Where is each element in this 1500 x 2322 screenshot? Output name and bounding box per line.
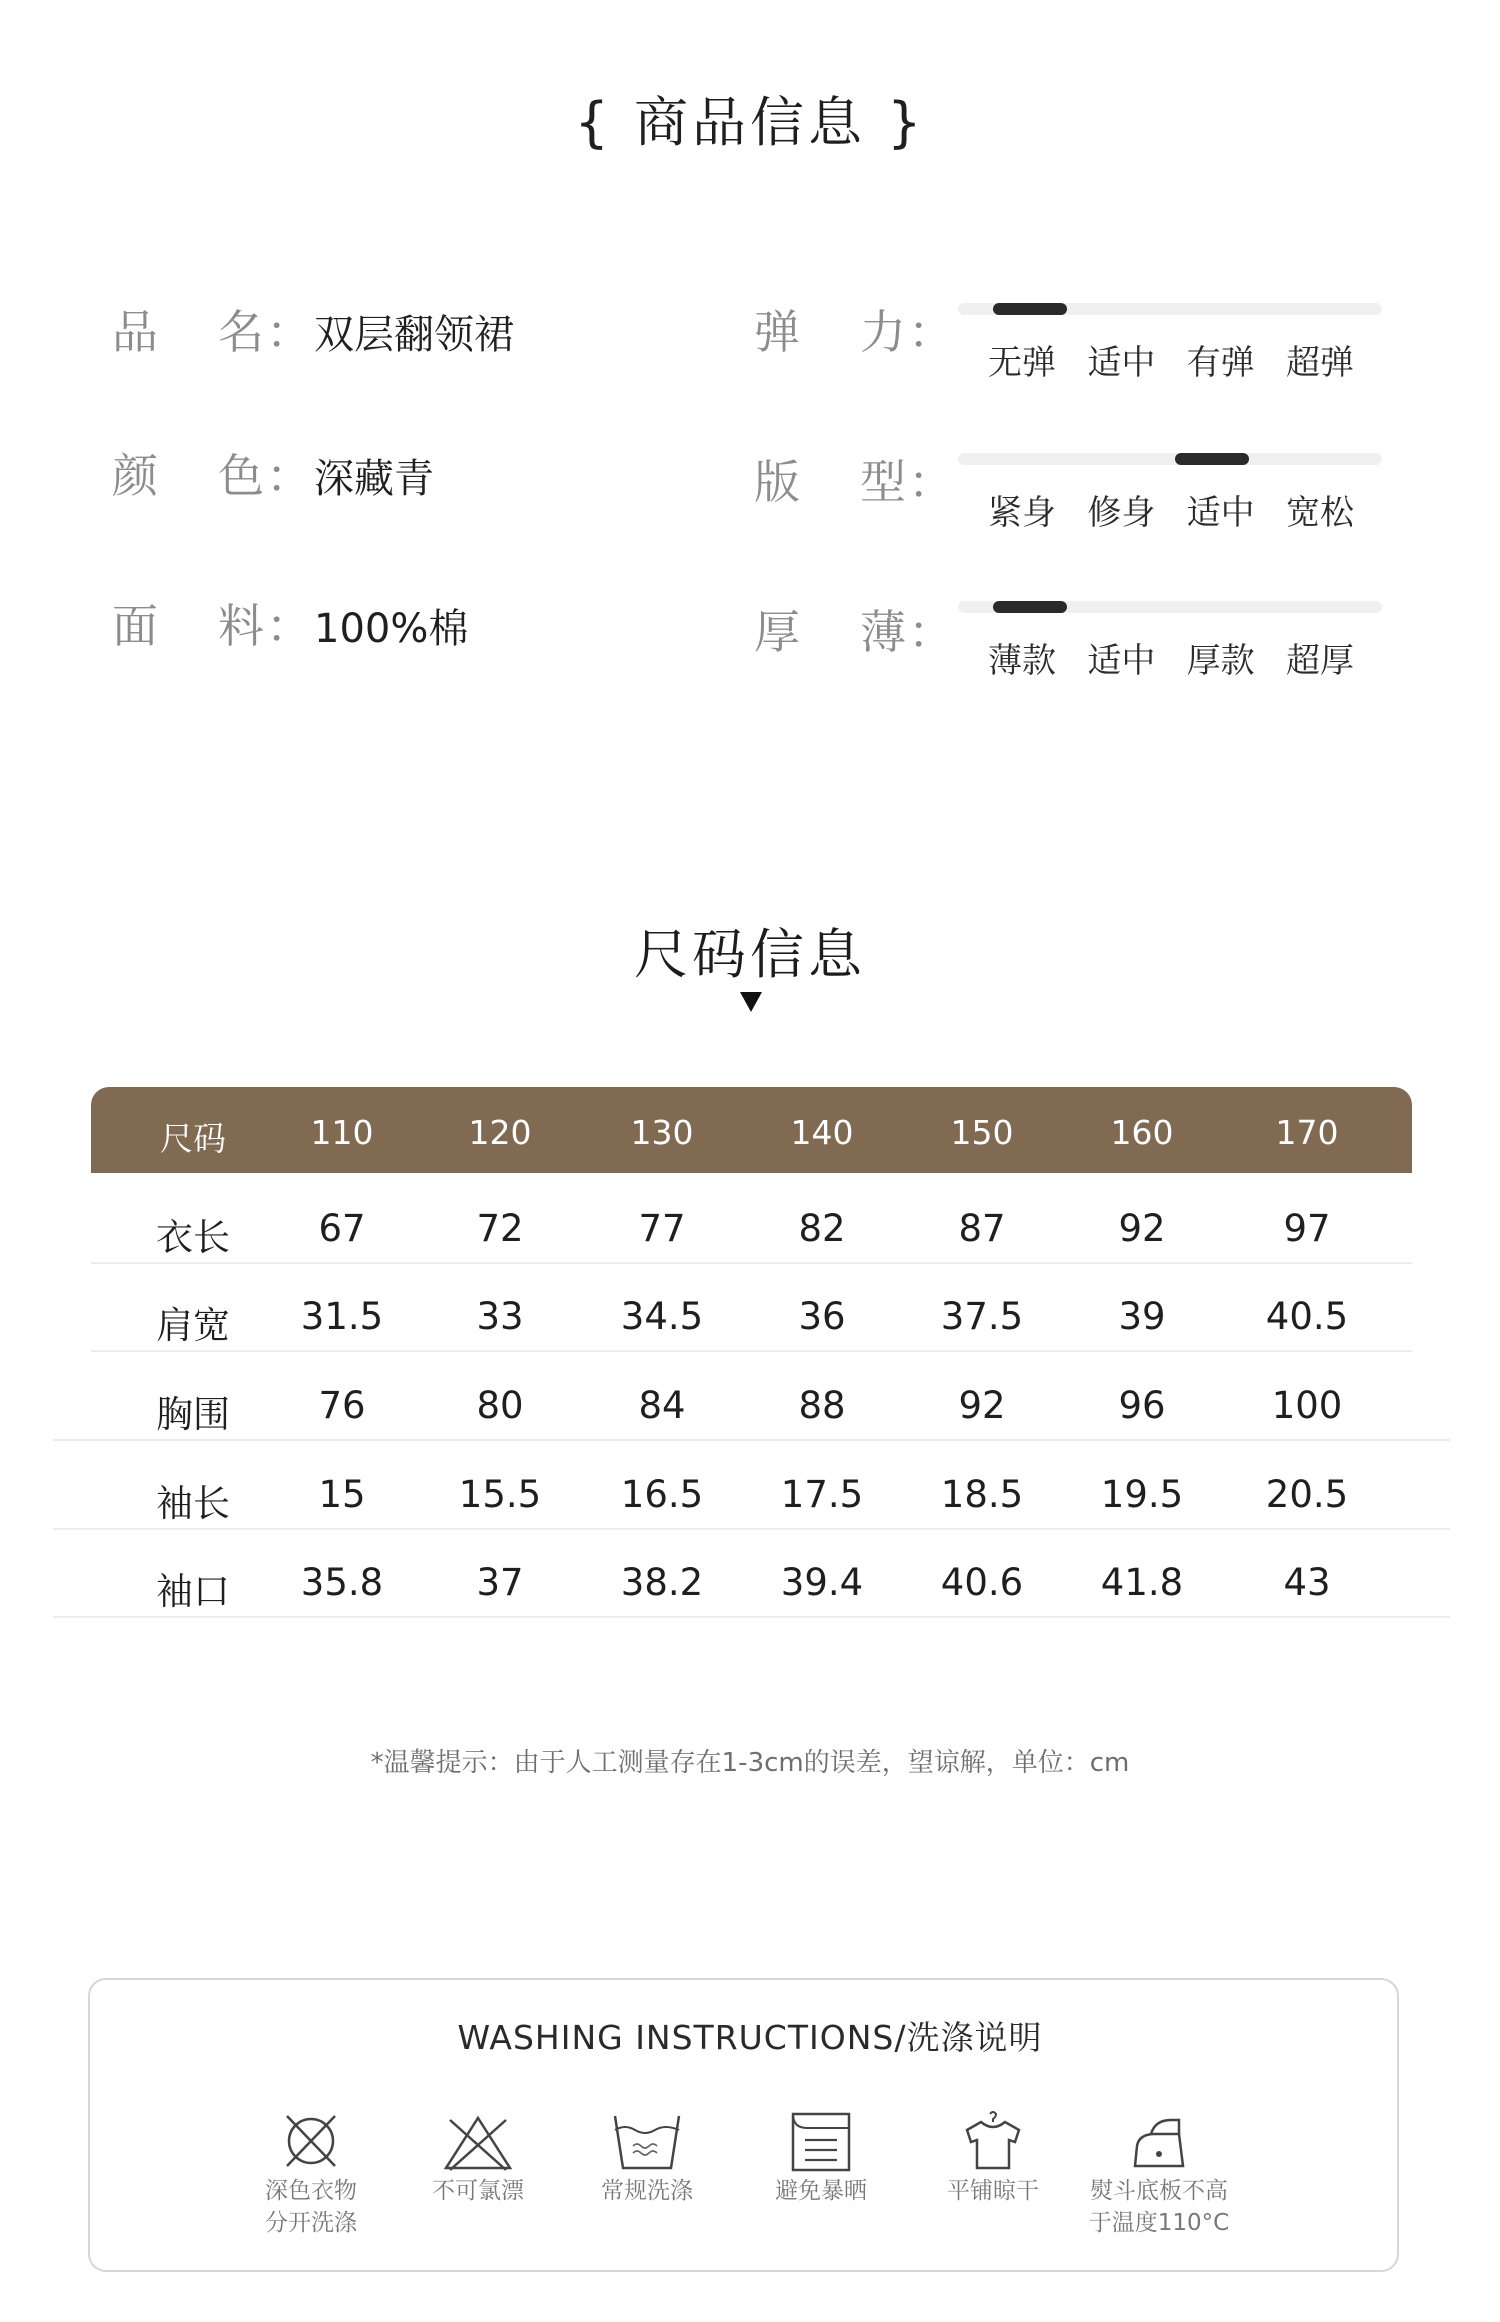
wash-label: 平铺晾干	[947, 2178, 1039, 2204]
wash-label: 分开洗涤	[265, 2210, 357, 2236]
normal-wash-icon	[609, 2108, 685, 2174]
table-cell: 80	[476, 1384, 524, 1427]
row-label: 衣长	[156, 1216, 230, 1259]
size-header-cell: 110	[310, 1113, 374, 1152]
wash-label: 于温度110°C	[1088, 2210, 1230, 2236]
size-table-header	[91, 1087, 1412, 1173]
size-header-cell: 160	[1110, 1113, 1174, 1152]
fit-option: 紧身	[988, 493, 1056, 533]
table-cell: 76	[318, 1384, 366, 1427]
fit-option: 适中	[1186, 493, 1255, 533]
table-cell: 77	[638, 1207, 686, 1250]
elasticity-option: 有弹	[1186, 343, 1255, 383]
elasticity-label: 弹 力：	[754, 305, 956, 359]
avoid-sun-icon	[783, 2108, 859, 2174]
row-divider	[53, 1439, 1450, 1441]
wash-label: 熨斗底板不高	[1090, 2178, 1228, 2204]
table-cell: 17.5	[780, 1473, 864, 1516]
elasticity-option: 无弹	[988, 343, 1056, 383]
wash-label: 避免暴晒	[775, 2178, 867, 2204]
elasticity-scale	[958, 303, 1382, 384]
table-row	[91, 1384, 1412, 1434]
flat-dry-icon	[955, 2108, 1031, 2174]
row-divider	[91, 1262, 1412, 1264]
wash-item	[918, 2108, 1068, 2206]
table-cell: 87	[958, 1207, 1006, 1250]
product-color-row	[112, 440, 434, 506]
elasticity-indicator	[993, 303, 1067, 315]
size-header-cell: 尺码	[160, 1119, 226, 1158]
wash-item	[572, 2108, 722, 2206]
wash-label: 常规洗涤	[601, 2178, 693, 2204]
table-cell: 67	[318, 1207, 366, 1250]
table-cell: 88	[798, 1384, 846, 1427]
table-cell: 19.5	[1100, 1473, 1184, 1516]
row-divider	[53, 1528, 1450, 1530]
wash-item	[746, 2108, 896, 2206]
thickness-label: 厚 薄：	[754, 605, 956, 659]
product-name-label: 品 名：	[112, 305, 314, 359]
product-color-label: 颜 色：	[112, 449, 314, 503]
product-material-value: 100%棉	[314, 606, 469, 652]
table-cell: 96	[1118, 1384, 1166, 1427]
wash-item	[236, 2108, 386, 2238]
size-header-cell: 170	[1275, 1113, 1339, 1152]
washing-title: WASHING INSTRUCTIONS/洗涤说明	[457, 2018, 1043, 2057]
table-row	[91, 1561, 1412, 1611]
table-row	[91, 1295, 1412, 1345]
table-cell: 37.5	[940, 1295, 1024, 1338]
thickness-indicator	[993, 601, 1067, 613]
product-color-value: 深藏青	[314, 456, 434, 502]
size-header-cell: 150	[950, 1113, 1014, 1152]
table-cell: 40.6	[940, 1561, 1024, 1604]
table-cell: 100	[1271, 1384, 1343, 1427]
wash-item	[403, 2108, 553, 2206]
table-cell: 97	[1283, 1207, 1331, 1250]
iron-low-icon	[1121, 2108, 1197, 2174]
size-header-cell: 140	[790, 1113, 854, 1152]
row-divider	[91, 1350, 1412, 1352]
wash-label: 不可氯漂	[432, 2178, 524, 2204]
table-cell: 82	[798, 1207, 846, 1250]
thickness-option: 超厚	[1285, 641, 1354, 681]
thickness-option: 薄款	[988, 641, 1056, 681]
measurement-note: *温馨提示：由于人工测量存在1-3cm的误差，望谅解，单位：cm	[370, 1748, 1130, 1778]
size-header-cell: 120	[468, 1113, 532, 1152]
wash-item	[1084, 2108, 1234, 2238]
table-row	[91, 1473, 1412, 1523]
table-cell: 20.5	[1265, 1473, 1349, 1516]
thickness-option: 适中	[1087, 641, 1156, 681]
fit-option: 宽松	[1285, 493, 1354, 533]
fit-indicator	[1175, 453, 1249, 465]
elasticity-option: 适中	[1087, 343, 1156, 383]
table-cell: 35.8	[300, 1561, 384, 1604]
table-cell: 39.4	[780, 1561, 864, 1604]
thickness-track	[958, 601, 1382, 613]
size-section-title: 尺码信息	[634, 923, 866, 986]
row-label: 袖口	[156, 1570, 230, 1613]
table-cell: 34.5	[620, 1295, 704, 1338]
fit-label: 版 型：	[754, 455, 956, 509]
fit-track	[958, 453, 1382, 465]
table-cell: 40.5	[1265, 1295, 1349, 1338]
table-cell: 16.5	[620, 1473, 704, 1516]
elasticity-track	[958, 303, 1382, 315]
product-name-value: 双层翻领裙	[314, 312, 514, 358]
product-material-label: 面 料：	[112, 599, 314, 653]
row-label: 袖长	[156, 1482, 230, 1525]
row-divider	[53, 1616, 1450, 1618]
table-cell: 39	[1118, 1295, 1166, 1338]
wash-label: 深色衣物	[265, 2178, 357, 2204]
fit-scale	[958, 453, 1382, 534]
table-row	[91, 1207, 1412, 1257]
elasticity-option: 超弹	[1285, 343, 1354, 383]
size-header-cell: 130	[630, 1113, 694, 1152]
table-cell: 43	[1283, 1561, 1331, 1604]
table-cell: 92	[1118, 1207, 1166, 1250]
product-name-row	[112, 296, 514, 362]
table-cell: 15.5	[458, 1473, 542, 1516]
thickness-scale	[958, 601, 1382, 682]
table-cell: 84	[638, 1384, 686, 1427]
table-cell: 38.2	[620, 1561, 704, 1604]
table-cell: 92	[958, 1384, 1006, 1427]
down-arrow-icon	[740, 992, 762, 1012]
table-cell: 18.5	[940, 1473, 1024, 1516]
table-cell: 33	[476, 1295, 524, 1338]
row-label: 肩宽	[156, 1304, 230, 1347]
table-cell: 37	[476, 1561, 524, 1604]
no-bleach-icon	[440, 2108, 516, 2174]
do-not-wash-icon	[273, 2108, 349, 2174]
thickness-option: 厚款	[1186, 641, 1255, 681]
table-cell: 36	[798, 1295, 846, 1338]
table-cell: 41.8	[1100, 1561, 1184, 1604]
fit-option: 修身	[1087, 493, 1156, 533]
table-cell: 15	[318, 1473, 366, 1516]
table-cell: 31.5	[300, 1295, 384, 1338]
table-cell: 72	[476, 1207, 524, 1250]
product-material-row	[112, 590, 468, 656]
row-label: 胸围	[156, 1393, 230, 1436]
page-title: { 商品信息 }	[574, 91, 926, 154]
